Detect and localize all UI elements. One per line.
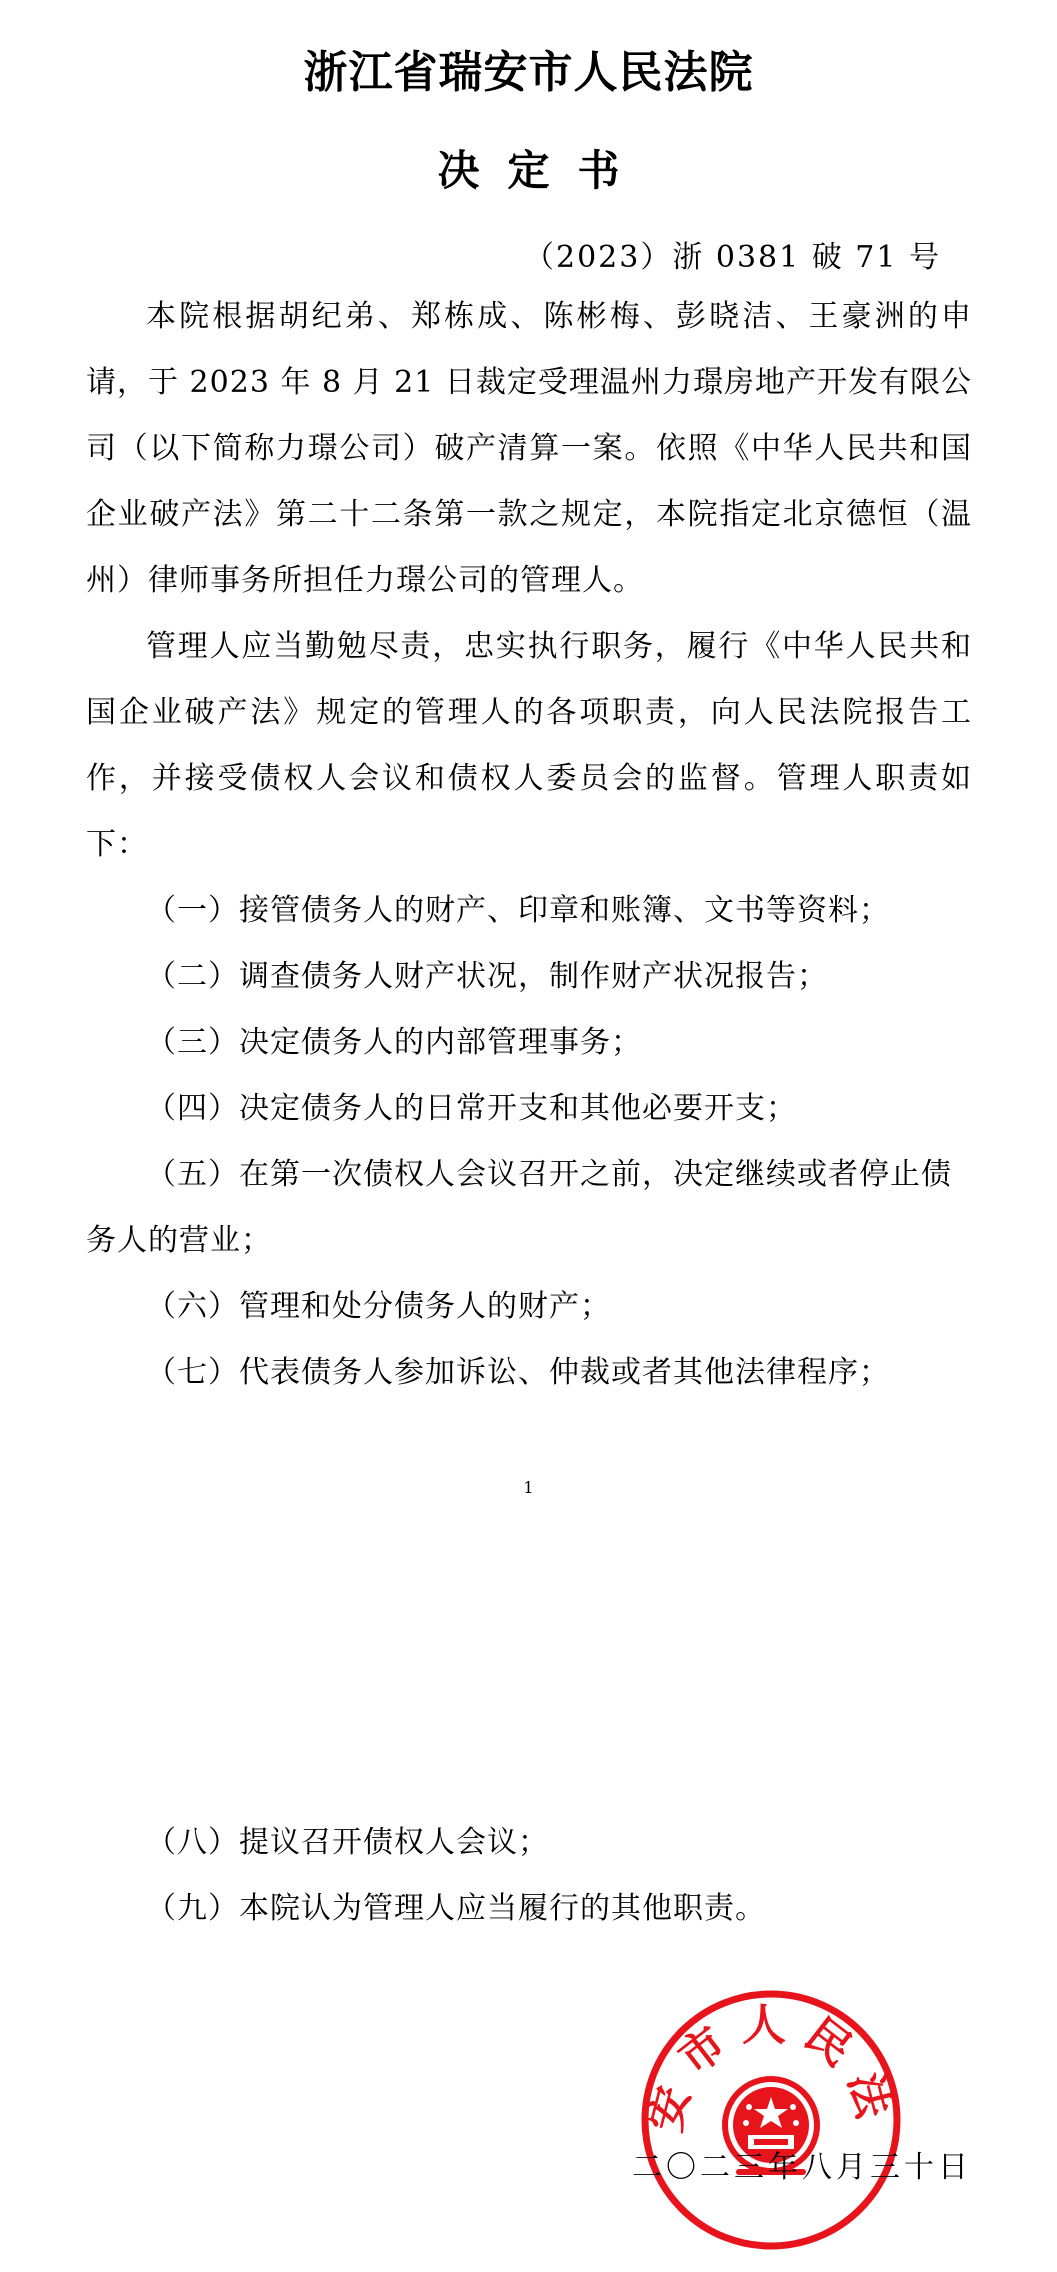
document-title: 决定书 [437, 146, 648, 195]
document-date: 二〇二三年八月三十日 [632, 2150, 972, 2185]
case-number: （2023）浙 0381 破 71 号 [524, 240, 942, 275]
paragraph-duties-intro: 管理人应当勤勉尽责，忠实执行职务，履行《中华人民共和国企业破产法》规定的管理人的各项职责，向人民法院报告工作，并接受债权人会议和债权人委员会的监督。管理人职责如下： [86, 629, 972, 862]
court-title: 浙江省瑞安市人民法院 [303, 47, 754, 98]
duty-item-3: （三）决定债务人的内部管理事务； [146, 1025, 642, 1060]
duty-item-7: （七）代表债务人参加诉讼、仲裁或者其他法律程序； [146, 1355, 890, 1390]
duty-item-5: （五）在第一次债权人会议召开之前，决定继续或者停止债务人的营业； [86, 1157, 952, 1258]
court-seal [636, 1985, 906, 2255]
duty-item-2: （二）调查债务人财产状况，制作财产状况报告； [146, 959, 828, 994]
seal-text: 安市人民法 [639, 1999, 903, 2137]
court-seal-graphic [636, 1985, 906, 2255]
duty-item-1: （一）接管债务人的财产、印章和账簿、文书等资料； [146, 893, 890, 928]
duty-item-8: （八）提议召开债权人会议； [146, 1825, 549, 1860]
duty-item-9: （九）本院认为管理人应当履行的其他职责。 [146, 1891, 766, 1926]
page-number: 1 [523, 1478, 534, 1497]
duty-item-6: （六）管理和处分债务人的财产； [146, 1289, 611, 1324]
paragraph-appointment: 本院根据胡纪弟、郑栋成、陈彬梅、彭晓洁、王豪洲的申请，于 2023 年 8 月 21 日裁定受理温州力璟房地产开发有限公司（以下简称力璟公司）破产清算一案。依照《中华人民共和国企业破产法》第二十二条第一款之规定，本院指定北京德恒（温州）律师事务所担任力璟公司的管理人。 [86, 299, 972, 598]
duty-item-4: （四）决定债务人的日常开支和其他必要开支； [146, 1091, 797, 1126]
